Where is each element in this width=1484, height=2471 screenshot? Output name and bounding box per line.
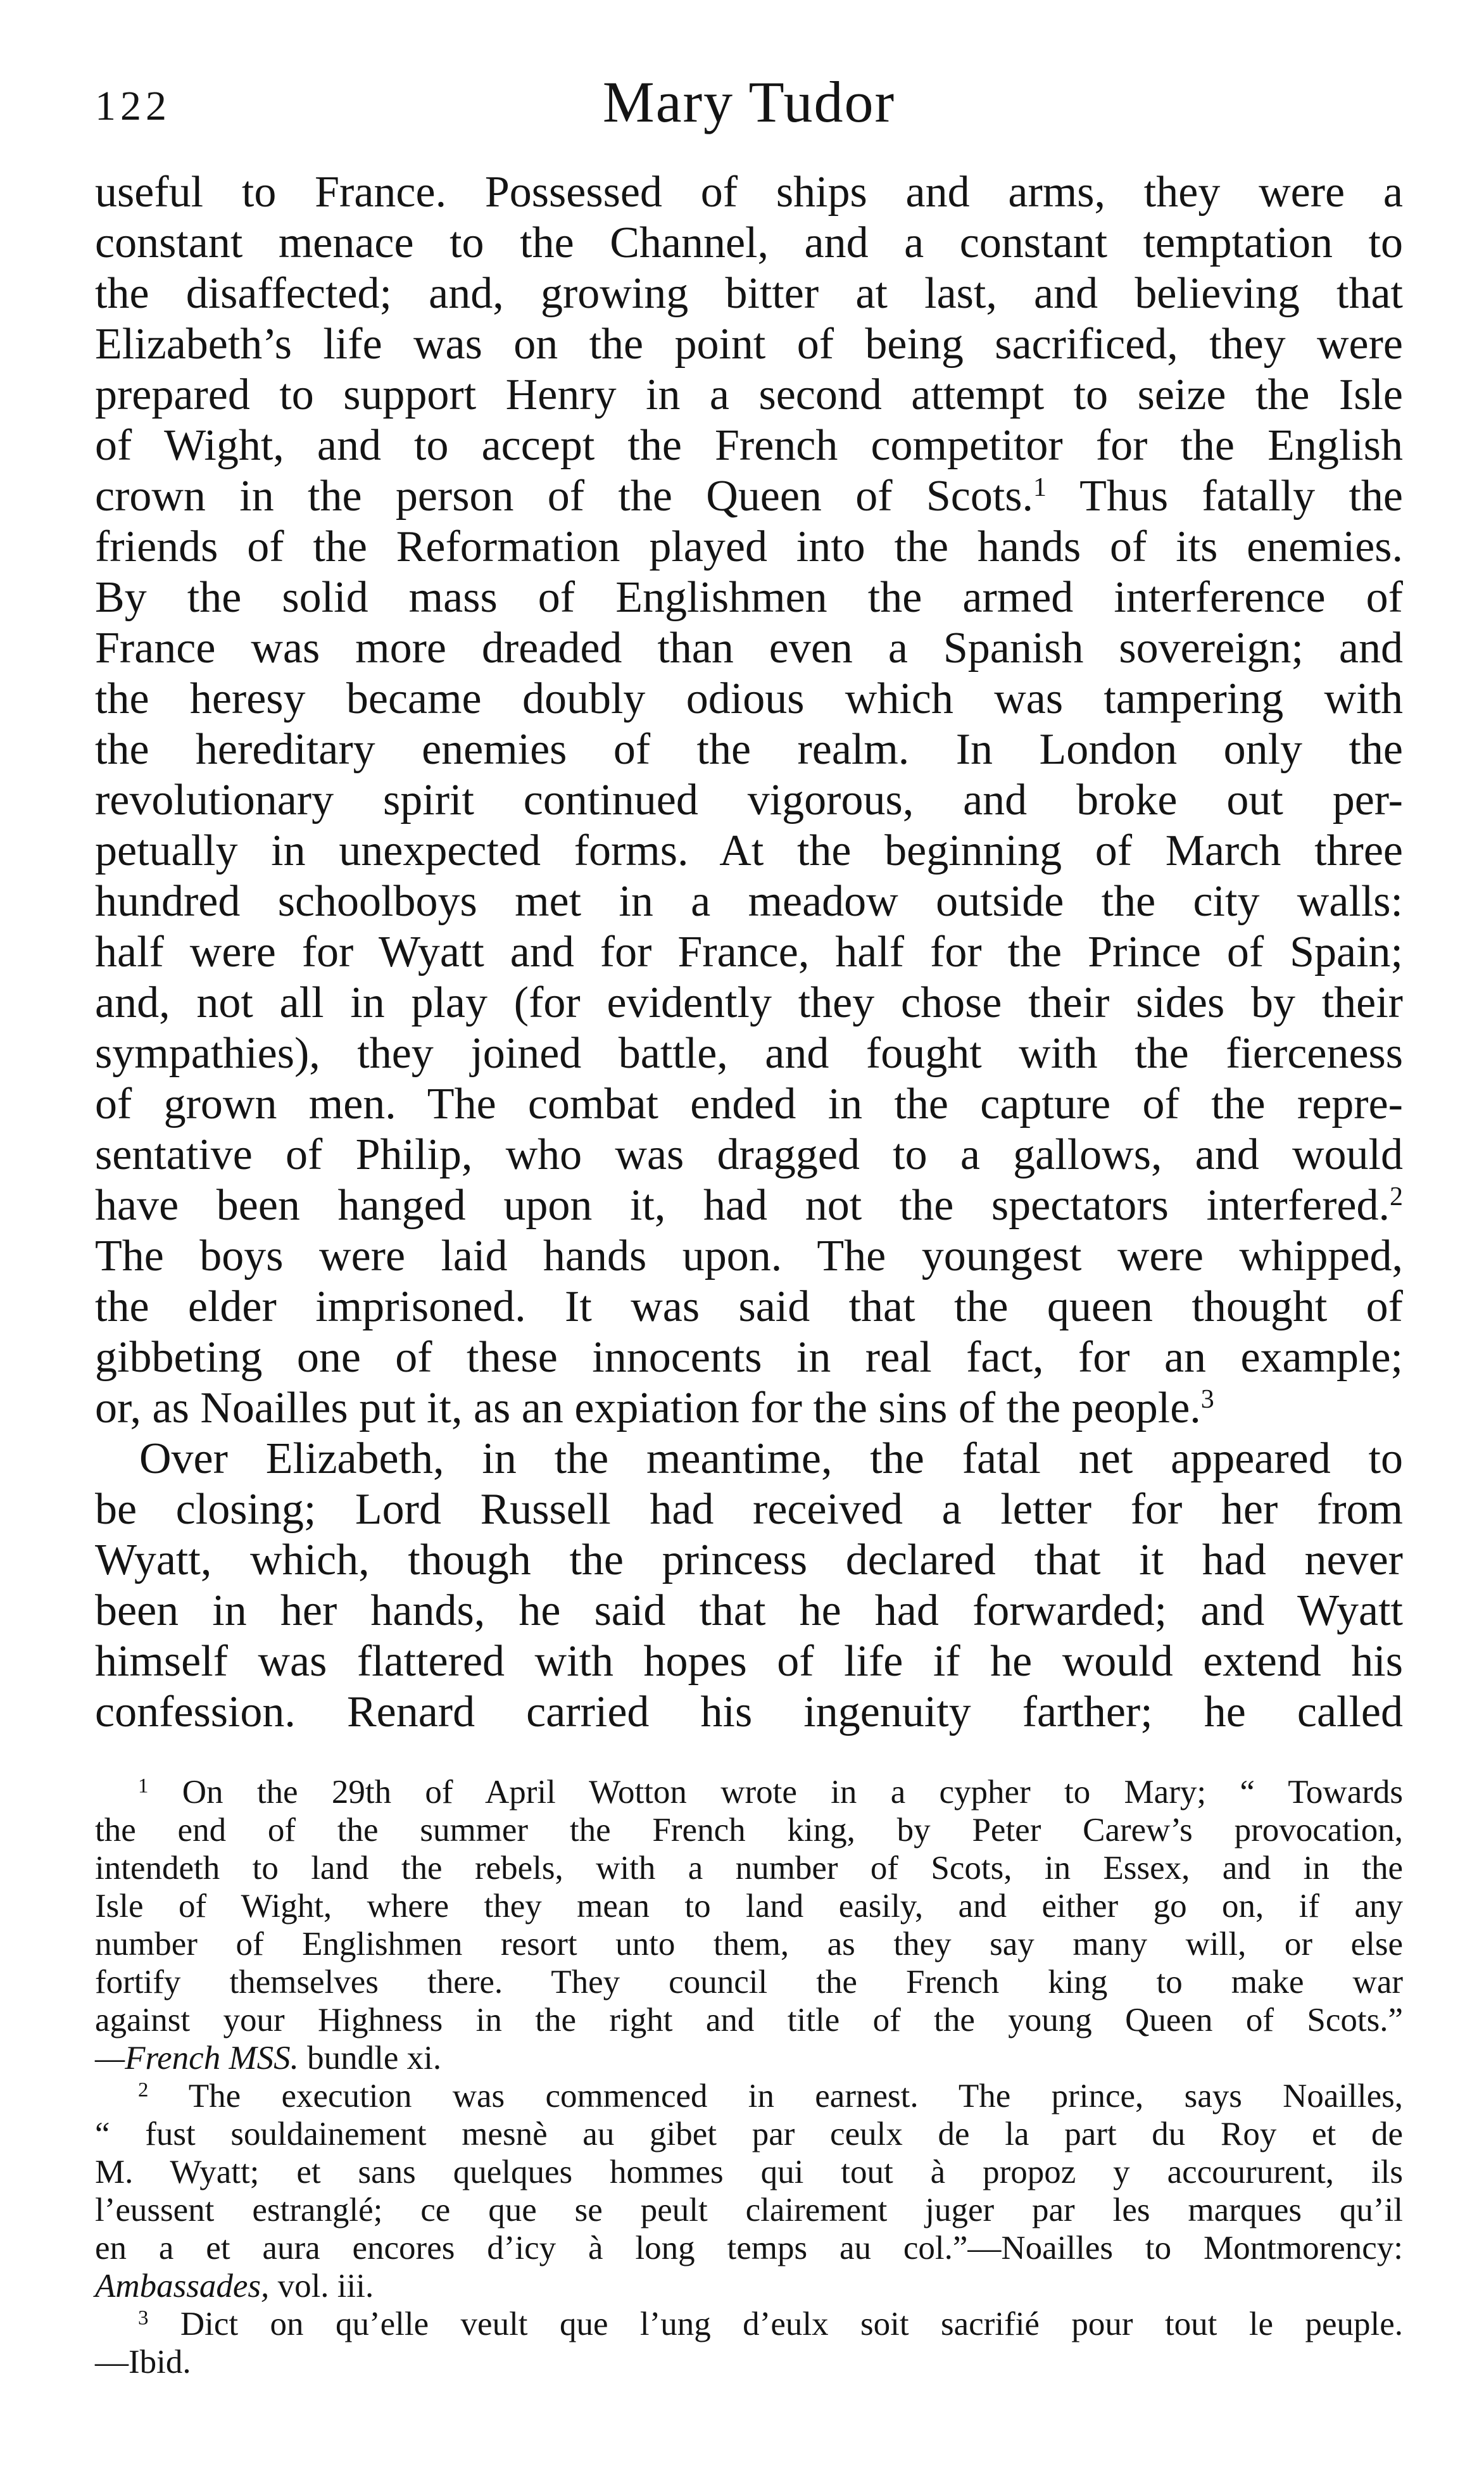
- footnote-line: [95, 2305, 1403, 2343]
- body-line: friends of the Reformation played into the hands of its enemies.: [95, 522, 1403, 571]
- footnote-mark: 1: [138, 1774, 149, 1798]
- body-line: sympathies), they joined battle, and fought with the fierceness: [95, 1029, 1403, 1078]
- footnote-text: Dict on qu’elle veult que l’ung d’eulx soit sacrifié pour tout le peuple.: [180, 2306, 1404, 2342]
- body-line: confession. Renard carried his ingenuity farther; he called: [95, 1688, 1403, 1736]
- footnotes: [95, 1773, 1403, 2381]
- running-title: Mary Tudor: [602, 70, 896, 134]
- body-line: useful to France. Possessed of ships and arms, they were a: [95, 168, 1403, 217]
- body-line: petually in unexpected forms. At the beginning of March three: [95, 826, 1403, 875]
- footnote-source-detail: vol. iii.: [277, 2268, 374, 2304]
- body-line: the elder imprisoned. It was said that the queen thought of: [95, 1282, 1403, 1331]
- body-line: gibbeting one of these innocents in real fact, for an example;: [95, 1333, 1403, 1382]
- footnote-source-title: —French MSS.: [95, 2040, 299, 2076]
- body-line-text: crown in the person of the Queen of Scots.: [95, 472, 1034, 521]
- footnote-line: against your Highness in the right and title of the young Queen of Scots.”: [95, 2002, 1403, 2038]
- footnote-line: the end of the summer the French king, by Peter Carew’s provocation,: [95, 1812, 1403, 1849]
- body-line: The boys were laid hands upon. The youngest were whipped,: [95, 1232, 1403, 1280]
- footnote-line: [95, 1773, 1403, 1811]
- footnote-line: intendeth to land the rebels, with a number of Scots, in Essex, and in the: [95, 1850, 1403, 1886]
- footnote-text: On the 29th of April Wotton wrote in a cypher to Mary; “ Towards: [182, 1774, 1404, 1811]
- footnote-ref-1: 1: [1033, 472, 1047, 502]
- body-line: prepared to support Henry in a second attempt to seize the Isle: [95, 370, 1403, 419]
- body-line: Elizabeth’s life was on the point of being sacrificed, they were: [95, 320, 1403, 369]
- running-head: [95, 68, 1403, 138]
- footnote-ref-2: 2: [1390, 1182, 1403, 1211]
- footnote-line: Isle of Wight, where they mean to land easily, and either go on, if any: [95, 1888, 1403, 1924]
- footnote-line: “ fust souldainement mesnè au gibet par ceulx de la part du Roy et de: [95, 2116, 1403, 2152]
- body-line: of grown men. The combat ended in the capture of the repre-: [95, 1080, 1403, 1128]
- body-line: [95, 1383, 1403, 1434]
- footnote-mark: 2: [138, 2078, 149, 2102]
- body-line: constant menace to the Channel, and a constant temptation to: [95, 218, 1403, 267]
- body-line: France was more dreaded than even a Spanish sovereign; and: [95, 624, 1403, 673]
- page-number: 122: [95, 83, 171, 129]
- body-line: of Wight, and to accept the French competitor for the English: [95, 421, 1403, 470]
- body-line: By the solid mass of Englishmen the armed interference of: [95, 573, 1403, 622]
- body-line-text: or, as Noailles put it, as an expiation for the sins of the people.: [95, 1384, 1201, 1432]
- body-line-text: have been hanged upon it, had not the spectators interfered.: [95, 1181, 1390, 1230]
- body-line: and, not all in play (for evidently they chose their sides by their: [95, 978, 1403, 1027]
- body-line: been in her hands, he said that he had forwarded; and Wyatt: [95, 1586, 1403, 1635]
- footnote-line: en a et aura encores d’icy à long temps au col.”—Noailles to Montmorency:: [95, 2230, 1403, 2266]
- body-line: the disaffected; and, growing bitter at last, and believing that: [95, 269, 1403, 318]
- body-text: [95, 167, 1403, 1738]
- footnote-line: l’eussent estranglé; ce que se peult clairement juger par les marques qu’il: [95, 2192, 1403, 2228]
- footnote-source-detail: bundle xi.: [307, 2040, 442, 2076]
- body-line: be closing; Lord Russell had received a letter for her from: [95, 1485, 1403, 1534]
- body-line: [95, 471, 1403, 522]
- footnote-source: [95, 2039, 1403, 2077]
- book-page: [95, 0, 1403, 2471]
- footnote-text: The execution was commenced in earnest. The prince, says Noailles,: [188, 2078, 1403, 2114]
- footnote-ref-3: 3: [1200, 1384, 1214, 1414]
- footnote-line: M. Wyatt; et sans quelques hommes qui tout à propoz y accoururent, ils: [95, 2154, 1403, 2190]
- footnote-source: —Ibid.: [95, 2344, 191, 2380]
- body-line: hundred schoolboys met in a meadow outside the city walls:: [95, 877, 1403, 926]
- body-line: half were for Wyatt and for France, half for the Prince of Spain;: [95, 928, 1403, 976]
- body-line: himself was flattered with hopes of life if he would extend his: [95, 1637, 1403, 1686]
- footnote-line: [95, 2077, 1403, 2115]
- body-line: the heresy became doubly odious which was tampering with: [95, 674, 1403, 723]
- body-line: Over Elizabeth, in the meantime, the fatal net appeared to: [139, 1434, 1403, 1483]
- body-line: the hereditary enemies of the realm. In London only the: [95, 725, 1403, 774]
- body-line: Wyatt, which, though the princess declared that it had never: [95, 1536, 1403, 1584]
- body-line: sentative of Philip, who was dragged to a gallows, and would: [95, 1130, 1403, 1179]
- footnote-line: number of Englishmen resort unto them, as they say many will, or else: [95, 1926, 1403, 1962]
- body-line: revolutionary spirit continued vigorous, and broke out per-: [95, 776, 1403, 825]
- body-line-continuation: Thus fatally the: [1079, 472, 1403, 521]
- footnote-mark: 3: [138, 2306, 149, 2330]
- footnote-source-title: Ambassades,: [95, 2268, 270, 2304]
- body-line: [95, 1180, 1403, 1231]
- footnote-line: fortify themselves there. They council the French king to make war: [95, 1964, 1403, 2000]
- footnote-source: [95, 2267, 1403, 2305]
